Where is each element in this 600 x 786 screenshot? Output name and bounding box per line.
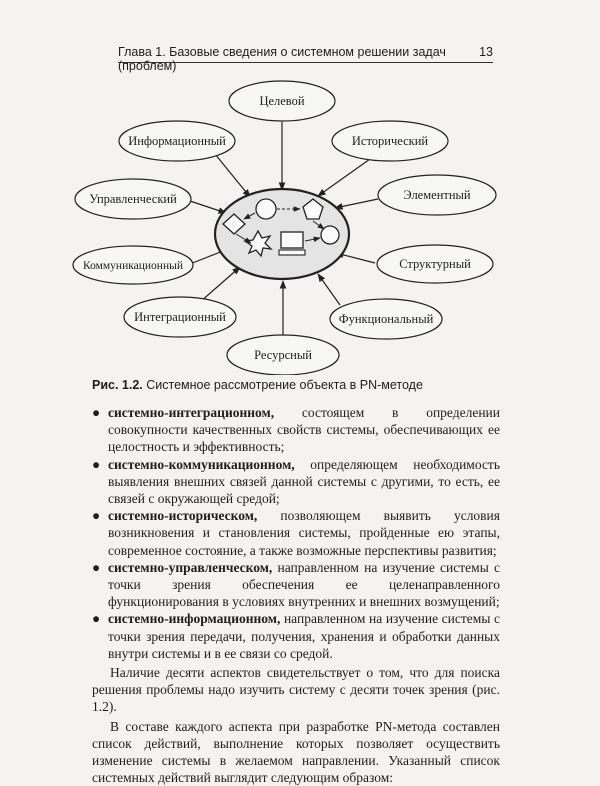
body-text — [92, 404, 500, 786]
list-item — [92, 507, 500, 559]
arrow-integracionnyy — [200, 267, 240, 302]
list-item-text: направленном на изучение системы с точки зрения передачи, получения, хранения и обработки данных внутри системы и в ее связи со средой. — [108, 611, 500, 661]
arrow-elementnyy — [335, 199, 378, 208]
paragraph: Наличие десяти аспектов свидетельствует о том, что для поиска решения проблемы надо изучить систему с десяти точек зрения (рис. 1.2). — [92, 665, 500, 715]
aspect-label-istoricheskiy: Исторический — [351, 134, 429, 148]
aspect-label-informacionnyy: Информационный — [128, 134, 226, 148]
list-item-term: системно-интеграционном, — [108, 405, 275, 420]
aspect-label-elementnyy: Элементный — [403, 188, 471, 202]
aspect-label-strukturnyy: Структурный — [399, 257, 471, 271]
chapter-title: Глава 1. Базовые сведения о системном решении задач (проблем) — [118, 45, 446, 73]
page-number: 13 — [479, 45, 493, 59]
list-item-text: позволяющем выявить условия возникновения и становления системы, пройденные ею этапы, современное состояние, а также возможные перспективы развития; — [108, 508, 500, 558]
arrow-upravlencheskiy — [187, 200, 226, 213]
bullet-icon: ● — [92, 456, 101, 472]
aspect-label-resursnyy: Ресурсный — [254, 348, 312, 362]
list-item — [92, 404, 500, 456]
list-item — [92, 456, 500, 508]
list-item-term: системно-информационном, — [108, 611, 281, 627]
figure-caption-text: Системное рассмотрение объекта в PN-методе — [146, 378, 423, 392]
bullet-icon: ● — [92, 405, 101, 420]
bullet-icon: ● — [92, 559, 101, 575]
bullet-icon: ● — [92, 508, 101, 524]
figure-caption-label: Рис. 1.2. — [92, 378, 143, 392]
arrow-funkcionalnyy — [318, 274, 340, 305]
figure-caption — [92, 378, 423, 392]
element-monitor — [281, 232, 303, 248]
bullet-icon: ● — [92, 611, 101, 627]
element-keyboard — [279, 250, 305, 255]
element-circle-top — [256, 199, 276, 219]
aspect-label-funkcionalnyy: Функциональный — [338, 312, 434, 326]
list-item-term: системно-управленческом, — [108, 559, 273, 575]
aspect-label-kommunikacionnyy: Коммуникационный — [82, 260, 184, 272]
aspect-list — [92, 404, 500, 662]
list-item-text: направленном на изучение системы с точки зрения обеспечения ее целенаправленного функционирования в условиях внутренних и внешних возмущений; — [108, 559, 500, 610]
list-item-text: состоящем в определении совокупности качественных свойств системы, обеспечивающих ее целостность и эффективность; — [108, 405, 500, 455]
system-aspects-diagram — [0, 0, 600, 375]
system-object — [215, 189, 349, 279]
list-item-text: определяющем необходимость выявления внешних связей данной системы с другими, то есть, ее связей с окружающей средой; — [108, 456, 500, 507]
arrow-informacionnyy — [215, 154, 250, 197]
arrow-istoricheskiy — [318, 159, 370, 196]
list-item-term: системно-историческом, — [108, 508, 258, 524]
list-item — [92, 559, 500, 611]
aspect-label-integracionnyy: Интеграционный — [134, 310, 226, 324]
paragraph: В составе каждого аспекта при разработке PN-метода составлен список действий, выполнение которых позволяет осуществить изменение системы в желаемом направлении. Указанный список системных действий выглядит следующим образом: — [92, 718, 500, 786]
list-item — [92, 610, 500, 662]
list-item-term: системно-коммуникационном, — [108, 456, 295, 472]
aspect-label-upravlencheskiy: Управленческий — [89, 192, 177, 206]
aspect-label-celevoy: Целевой — [259, 94, 305, 108]
